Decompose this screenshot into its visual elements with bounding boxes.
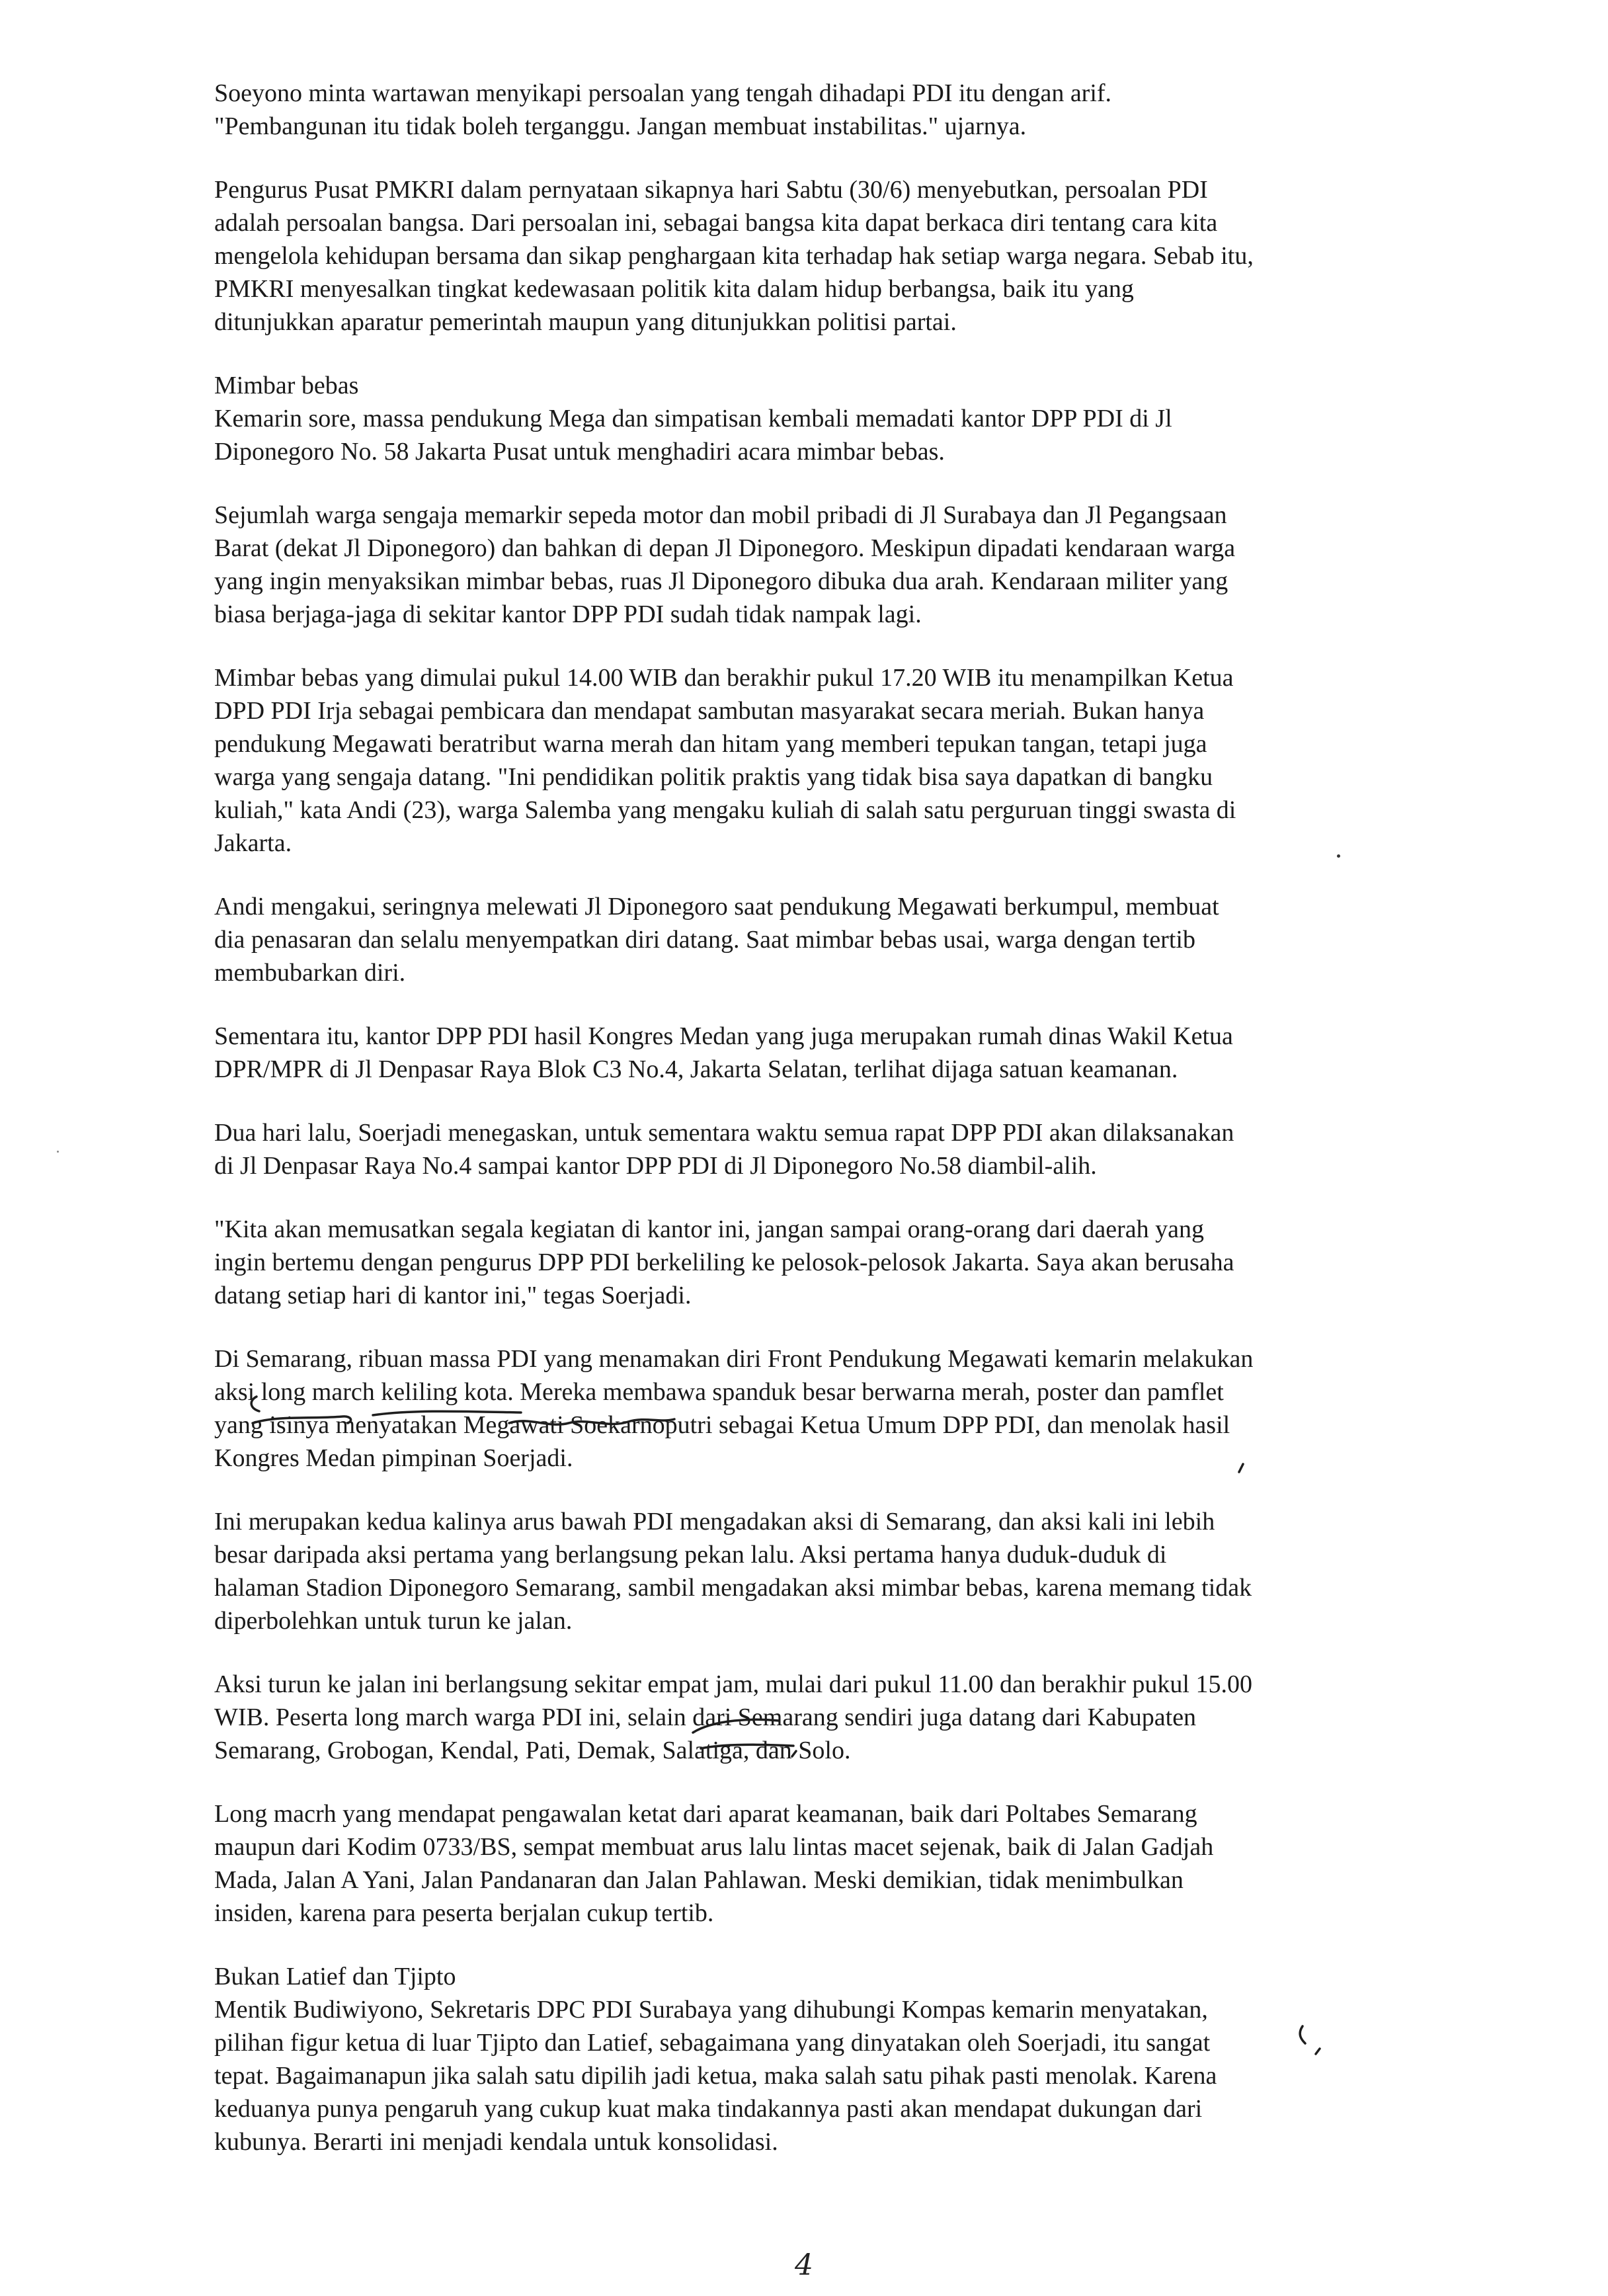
paragraph-sejumlah-warga: Sejumlah warga sengaja memarkir sepeda motor dan mobil pribadi di Jl Surabaya dan Jl Pegangsaan Barat (dekat Jl Diponegoro) dan bahkan di depan Jl Diponegoro. Meskipun dipadati kendaraan warga yang ingin menyaksikan mimbar bebas, ruas Jl Diponegoro dibuka dua arah. Kendaraan militer yang biasa berjaga-jaga di sekitar kantor DPP PDI sudah tidak nampak lagi.	[214, 501, 1236, 628]
page-number: 4	[795, 2248, 813, 2282]
article-body	[214, 77, 1418, 2189]
margin-speck	[57, 1151, 59, 1153]
subheading-bukan-latief: Bukan Latief dan Tjipto	[214, 1963, 456, 1990]
paragraph-kedua-kalinya: Ini merupakan kedua kalinya arus bawah PDI mengadakan aksi di Semarang, dan aksi kali ini lebih besar daripada aksi pertama yang berlangsung pekan lalu. Aksi pertama hanya duduk-duduk di halaman Stadion Diponegoro Semarang, sambil mengadakan aksi mimbar bebas, karena memang tidak diperbolehkan untuk turun ke jalan.	[214, 1508, 1252, 1635]
paragraph-quote-soerjadi: "Kita akan memusatkan segala kegiatan di kantor ini, jangan sampai orang-orang dari daerah yang ingin bertemu dengan pengurus DPP PDI berkeliling ke pelosok-pelosok Jakarta. Saya akan berusaha datang setiap hari di kantor ini," tegas Soerjadi.	[214, 1215, 1234, 1309]
paragraph-pmkri: Pengurus Pusat PMKRI dalam pernyataan sikapnya hari Sabtu (30/6) menyebutkan, persoalan PDI adalah persoalan bangsa. Dari persoalan ini, sebagai bangsa kita dapat berkaca diri tentang cara kita mengelola kehidupan bersama dan sikap penghargaan kita terhadap hak setiap warga negara. Sebab itu, PMKRI menyesalkan tingkat kedewasaan politik kita dalam hidup berbangsa, baik itu yang ditunjukkan aparatur pemerintah maupun yang ditunjukkan politisi partai.	[214, 176, 1254, 336]
paragraph-dua-hari-lalu: Dua hari lalu, Soerjadi menegaskan, untuk sementara waktu semua rapat DPP PDI akan dilaksanakan di Jl Denpasar Raya No.4 sampai kantor DPP PDI di Jl Diponegoro No.58 diambil-alih.	[214, 1119, 1234, 1180]
paragraph-soeyono: Soeyono minta wartawan menyikapi persoalan yang tengah dihadapi PDI itu dengan arif. "Pembangunan itu tidak boleh terganggu. Jangan membuat instabilitas." ujarnya.	[214, 79, 1112, 140]
paragraph-mentik-budiwiyono: Mentik Budiwiyono, Sekretaris DPC PDI Surabaya yang dihubungi Kompas kemarin menyatakan, pilihan figur ketua di luar Tjipto dan Latief, sebagaimana yang dinyatakan oleh Soerjadi, itu sangat tepat. Bagaimanapun jika salah satu dipilih jadi ketua, maka salah satu pihak pasti menolak. Karena keduanya punya pengaruh yang cukup kuat maka tindakannya pasti akan mendapat dukungan dari kubunya. Berarti ini menjadi kendala untuk konsolidasi.	[214, 1996, 1217, 2156]
paragraph-kemarin-sore: Kemarin sore, massa pendukung Mega dan simpatisan kembali memadati kantor DPP PDI di Jl Diponegoro No. 58 Jakarta Pusat untuk menghadiri acara mimbar bebas.	[214, 405, 1172, 466]
paragraph-mimbar-bebas-dimulai: Mimbar bebas yang dimulai pukul 14.00 WIB dan berakhir pukul 17.20 WIB itu menampilkan Ketua DPD PDI Irja sebagai pembicara dan mendapat sambutan masyarakat secara meriah. Bukan hanya pendukung Megawati beratribut warna merah dan hitam yang memberi tepukan tangan, tetapi juga warga yang sengaja datang. "Ini pendidikan politik praktis yang tidak bisa saya dapatkan di bangku kuliah," kata Andi (23), warga Salemba yang mengaku kuliah di salah satu perguruan tinggi swasta di Jakarta.	[214, 664, 1236, 857]
paragraph-andi-mengakui: Andi mengakui, seringnya melewati Jl Diponegoro saat pendukung Megawati berkumpul, membuat dia penasaran dan selalu menyempatkan diri datang. Saat mimbar bebas usai, warga dengan tertib membubarkan diri.	[214, 893, 1219, 987]
paragraph-sementara-itu: Sementara itu, kantor DPP PDI hasil Kongres Medan yang juga merupakan rumah dinas Wakil Ketua DPR/MPR di Jl Denpasar Raya Blok C3 No.4, Jakarta Selatan, terlihat dijaga satuan keamanan.	[214, 1022, 1233, 1083]
paragraph-di-semarang: Di Semarang, ribuan massa PDI yang menamakan diri Front Pendukung Megawati kemarin melakukan aksi long march keliling kota. Mereka membawa spanduk besar berwarna merah, poster dan pamflet yang isinya menyatakan Megawati Soekarnoputri sebagai Ketua Umum DPP PDI, dan menolak hasil Kongres Medan pimpinan Soerjadi.	[214, 1345, 1254, 1472]
paragraph-long-macrh: Long macrh yang mendapat pengawalan ketat dari aparat keamanan, baik dari Poltabes Semarang maupun dari Kodim 0733/BS, sempat membuat arus lalu lintas macet sejenak, baik di Jalan Gadjah Mada, Jalan A Yani, Jalan Pandanaran dan Jalan Pahlawan. Meski demikian, tidak menimbulkan insiden, karena para peserta berjalan cukup tertib.	[214, 1800, 1214, 1927]
paragraph-aksi-turun: Aksi turun ke jalan ini berlangsung sekitar empat jam, mulai dari pukul 11.00 dan berakhir pukul 15.00 WIB. Peserta long march warga PDI ini, selain dari Semarang sendiri juga datang dari Kabupaten Semarang, Grobogan, Kendal, Pati, Demak, Salatiga, dan Solo.	[214, 1670, 1252, 1764]
subheading-mimbar-bebas: Mimbar bebas	[214, 372, 359, 399]
stray-dot-mark	[1337, 854, 1340, 858]
